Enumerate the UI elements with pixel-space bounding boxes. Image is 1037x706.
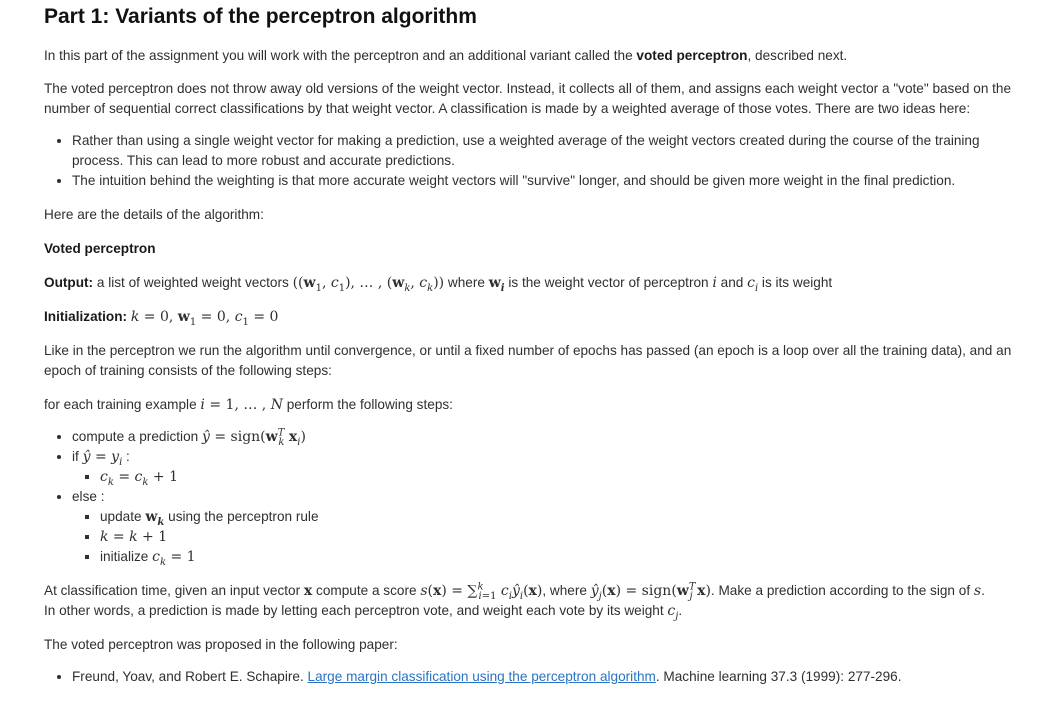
steps-list <box>44 427 1029 567</box>
list-item: • Freund, Yoav, and Robert E. Schapire. Large margin classification using the perceptron algorithm. Machine learning 37.3 (1999): 277-296. <box>72 667 1029 687</box>
ideas-list <box>44 131 1029 191</box>
classification-paragraph: At classification time, given an input vector x compute a score s(x) = ∑$^k_{i=1}$ $c_iŷ_i(x)$, where $ŷ_j(x)$ = $sign(w^T_j$ x). Make a prediction according to the sign of s. In other words, a prediction is made by letting each perceptron vote, and weight each vote by its weight $c_j$. <box>44 581 985 622</box>
weighted-vectors-formula: (($w_1$, $c_1$), … , ($w_k$, $c_k$)) <box>292 275 445 294</box>
s-symbol: s <box>973 583 982 599</box>
paper-link[interactable]: Large margin classification using the perceptron algorithm <box>307 669 656 684</box>
w-k-symbol: $w_k$ <box>145 509 165 528</box>
details-intro: Here are the details of the algorithm: <box>44 207 264 222</box>
list-item <box>100 527 1029 547</box>
page-title: Part 1: Variants of the perceptron algorithm <box>44 5 477 28</box>
paper-intro: The voted perceptron was proposed in the following paper: <box>44 637 398 652</box>
description-paragraph: The voted perceptron does not throw away old versions of the weight vector. Instead, it collects all of them, and assigns each weight vector a "vote" based on the number of sequential correct classifications by that weight vector. A classification is made by a weighted average of those votes. There are two ideas here: <box>44 81 1012 116</box>
list-item: ▪ update $w_k$ using the perceptron rule <box>100 507 1029 527</box>
prediction-formula: ŷ = $sign(w^T_k$ $x_i$) <box>201 427 306 448</box>
initialization-formula: k = 0, $w_1 = 0$, $c_1 = 0$ <box>130 309 279 328</box>
range-formula: i = 1, … , N <box>200 397 283 413</box>
document-body <box>44 0 1029 687</box>
k-increment-formula: k = k + 1 <box>100 529 168 545</box>
increment-formula: $c_k = c_k + 1$ <box>100 469 178 488</box>
else-branch-list <box>72 507 1029 567</box>
if-branch-list <box>72 467 1029 487</box>
list-item: • if ŷ = $y_i$ : ▪ $c_k = c_k + 1$ <box>72 447 1029 487</box>
list-item: ▪ initialize $c_k = 1$ <box>100 547 1029 567</box>
algorithm-title: Voted perceptron <box>44 241 156 256</box>
c-i-symbol: $c_i$ <box>747 275 759 294</box>
intro-paragraph: In this part of the assignment you will work with the perceptron and an additional variant called the voted perceptron, described next. <box>44 48 848 63</box>
list-item: • Rather than using a single weight vector for making a prediction, use a weighted average of the weight vectors created during the course of the training process. This can lead to more robust and accurate predictions. <box>72 131 1029 171</box>
w-i-symbol: $w_i$ <box>488 275 505 294</box>
list-item <box>100 467 1029 487</box>
yhat-j-formula: $ŷ_j(x)$ = $sign(w^T_j$ x) <box>590 581 711 602</box>
list-item: • compute a prediction ŷ = $sign(w^T_k$ $x_i$) <box>72 427 1029 447</box>
i-symbol: i <box>712 275 717 291</box>
score-formula: s(x) = ∑$^k_{i=1}$ $c_iŷ_i(x)$ <box>420 581 543 602</box>
list-item: • else : ▪ update $w_k$ using the perceptron rule ▪ k = k + 1 ▪ initialize $c_k = 1$ <box>72 487 1029 567</box>
voted-perceptron-term: voted perceptron <box>636 48 748 63</box>
for-each-line: for each training example i = 1, … , N perform the following steps: <box>44 397 453 413</box>
reference-list <box>44 667 1029 687</box>
output-line: Output: a list of weighted weight vectors (($w_1$, $c_1$), … , ($w_k$, $c_k$)) where $w_i$ is the weight vector of perceptron i and $c_i$ is its weight <box>44 275 833 294</box>
c-k-init-formula: $c_k = 1$ <box>152 549 196 568</box>
epoch-paragraph: Like in the perceptron we run the algorithm until convergence, or until a fixed number of epochs has passed (an epoch is a loop over all the training data), and an epoch of training consists of the following steps: <box>44 343 1012 378</box>
x-symbol: x <box>303 583 313 599</box>
c-j-symbol: $c_j$ <box>667 603 679 622</box>
initialization-line: Initialization: k = 0, $w_1 = 0$, $c_1 = 0$ <box>44 309 279 328</box>
list-item: • The intuition behind the weighting is that more accurate weight vectors will "survive" longer, and should be given more weight in the final prediction. <box>72 171 1029 191</box>
if-condition-formula: ŷ = $y_i$ <box>82 449 123 468</box>
